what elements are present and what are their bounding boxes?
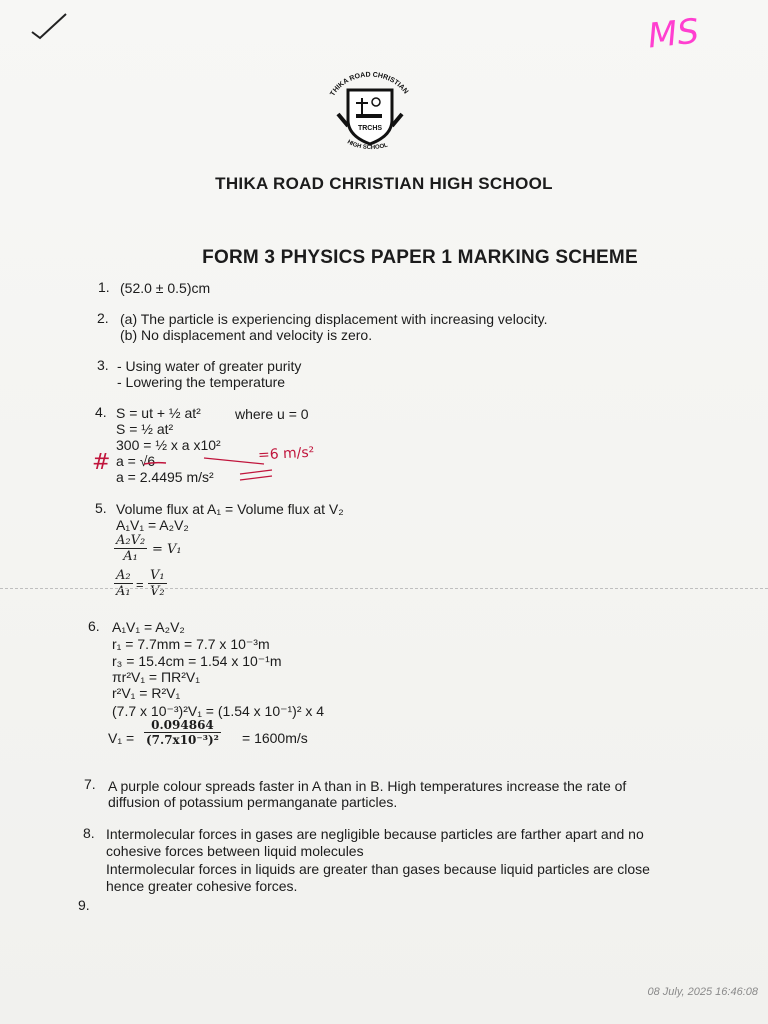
- hash-annotation: #: [92, 450, 111, 475]
- q2-number: 2.: [97, 310, 109, 326]
- q7-number: 7.: [84, 776, 96, 792]
- q6-fraction-numerator: 0.094864: [144, 718, 221, 733]
- q5-line-2: A₁V₁ = A₂V₂: [116, 517, 189, 533]
- q5-fraction-1: [114, 533, 147, 564]
- q4-number: 4.: [95, 404, 107, 420]
- ms-annotation: MS: [646, 11, 701, 57]
- check-mark-icon: [30, 10, 70, 40]
- q1-number: 1.: [98, 279, 110, 295]
- q4-line-5: a = 2.4495 m/s²: [116, 469, 214, 485]
- q5-fraction-2-right: [148, 568, 167, 599]
- q5-fraction-2-left: [114, 568, 133, 599]
- q2-part-b: (b) No displacement and velocity is zero.: [120, 327, 373, 343]
- q8-number: 8.: [83, 825, 95, 841]
- q7-line-1: A purple colour spreads faster in A than in B. High temperatures increase the rate of: [108, 778, 627, 794]
- q5-fraction-2-right-denominator: V₂: [150, 584, 165, 599]
- page-title: FORM 3 PHYSICS PAPER 1 MARKING SCHEME: [202, 247, 638, 268]
- q5-line-1: Volume flux at A₁ = Volume flux at V₂: [116, 501, 344, 517]
- q3-number: 3.: [97, 357, 109, 373]
- q4-line-1: S = ut + ½ at²: [116, 405, 201, 421]
- q6-fraction: [144, 718, 221, 747]
- q5-fraction-1-denominator: A₁: [123, 549, 138, 564]
- q5-fraction-2-equals: =: [136, 577, 144, 592]
- q3-line-1: - Using water of greater purity: [117, 358, 302, 374]
- q5-fraction-2-right-numerator: V₁: [150, 568, 165, 583]
- q6-line-1: A₁V₁ = A₂V₂: [112, 619, 185, 635]
- q6-result: = 1600m/s: [242, 730, 308, 746]
- school-logo: [318, 70, 422, 160]
- q6-line-6: (7.7 x 10⁻³)²V₁ = (1.54 x 10⁻¹)² x 4: [112, 703, 325, 719]
- logo-arc-top: THIKA ROAD CHRISTIAN: [329, 71, 410, 98]
- q4-annotation: =6 m/s²: [257, 444, 315, 464]
- q6-line-3: r₃ = 15.4cm = 1.54 x 10⁻¹m: [112, 653, 282, 669]
- q8-line-3: Intermolecular forces in liquids are greater than gases because liquid particles are close: [106, 861, 650, 877]
- q6-v1-label: V₁ =: [108, 730, 135, 746]
- fold-line: [0, 588, 768, 589]
- logo-shield-text: TRCHS: [357, 125, 383, 132]
- q1-answer: (52.0 ± 0.5)cm: [120, 280, 211, 296]
- q3-line-2: - Lowering the temperature: [117, 374, 286, 390]
- school-name: THIKA ROAD CHRISTIAN HIGH SCHOOL: [215, 174, 553, 193]
- q5-fraction-2-left-numerator: A₂: [116, 568, 131, 583]
- q5-fraction-1-rhs: = V₁: [152, 542, 182, 557]
- q6-number: 6.: [88, 618, 100, 634]
- q6-line-2: r₁ = 7.7mm = 7.7 x 10⁻³m: [112, 636, 270, 652]
- q6-fraction-denominator: (7.7x10⁻³)²: [146, 733, 219, 747]
- q6-line-4: πr²V₁ = ΠR²V₁: [112, 669, 200, 685]
- q5-fraction-2-left-denominator: A₁: [116, 584, 131, 599]
- q7-line-2: diffusion of potassium permanganate particles.: [108, 794, 398, 810]
- q4-where: where u = 0: [235, 406, 309, 422]
- q5-fraction-1-numerator: A₂V₂: [116, 533, 146, 548]
- q2-part-a: (a) The particle is experiencing displacement with increasing velocity.: [120, 311, 548, 327]
- q8-line-1: Intermolecular forces in gases are negligible because particles are farther apart and no: [106, 826, 644, 842]
- q4-line-3: 300 = ½ x a x10²: [116, 437, 221, 453]
- q8-line-4: hence greater cohesive forces.: [106, 878, 298, 894]
- q4-line-4: a = √6: [116, 453, 156, 469]
- q4-line-2: S = ½ at²: [116, 421, 174, 437]
- q8-line-2: cohesive forces between liquid molecules: [106, 843, 364, 859]
- q9-number: 9.: [78, 897, 90, 913]
- q6-line-5: r²V₁ = R²V₁: [112, 685, 181, 701]
- scan-timestamp: 08 July, 2025 16:46:08: [647, 986, 758, 998]
- logo-arc-bottom: HIGH SCHOOL: [345, 139, 389, 152]
- q5-number: 5.: [95, 500, 107, 516]
